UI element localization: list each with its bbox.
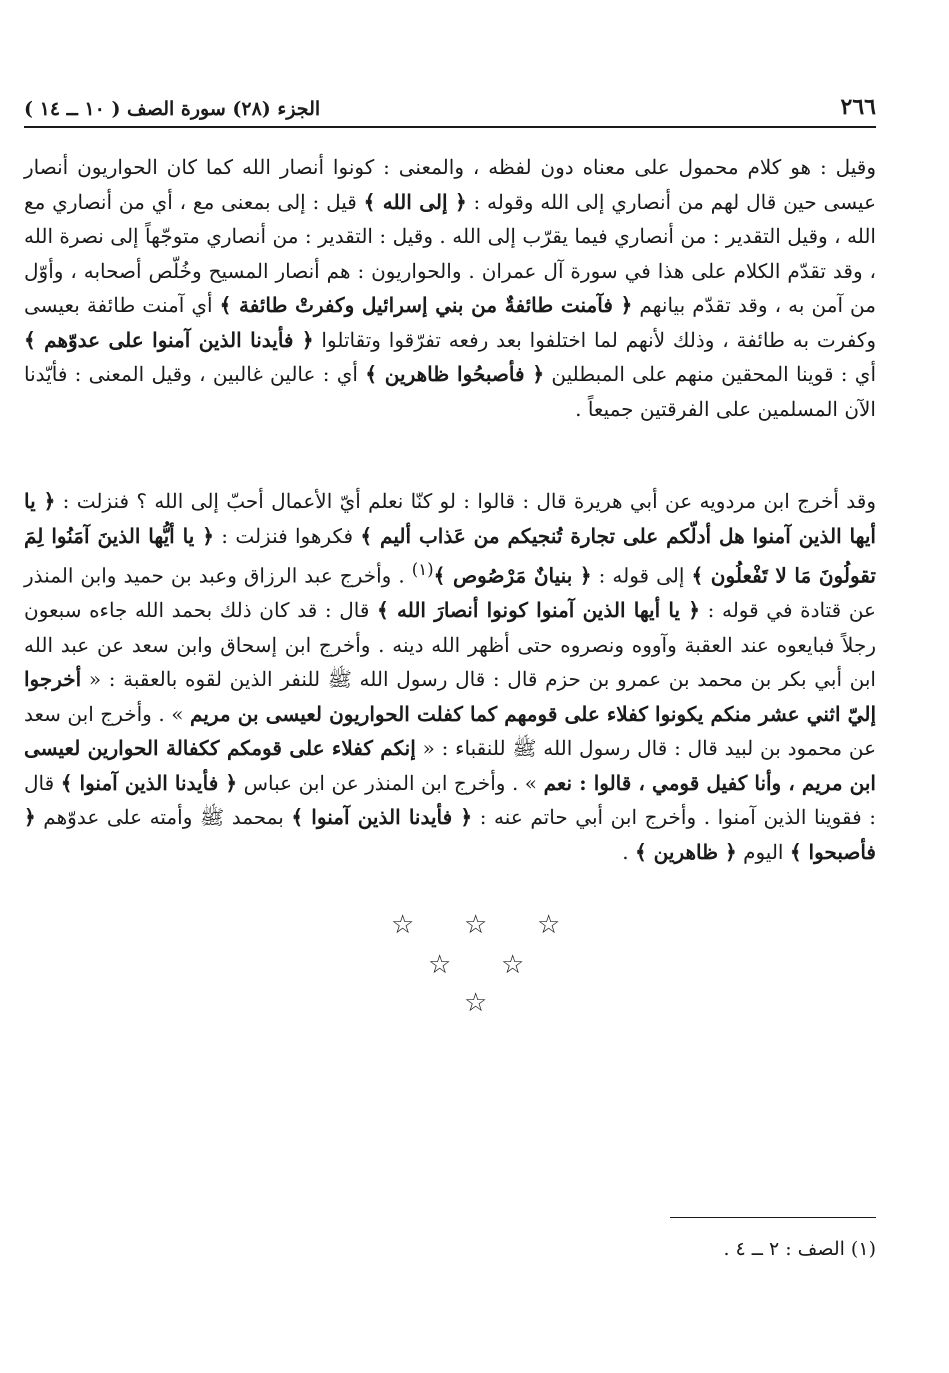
- paragraph-tafsir: [24, 150, 876, 426]
- quran-quote: ﴿ فأصبحوا ﴾: [24, 805, 876, 864]
- text-run: قال : فقوينا الذين آمنوا . وأخرج ابن أبي حاتم عنه :: [24, 770, 877, 830]
- quran-quote: ﴿ إلى الله ﴾: [363, 189, 467, 214]
- hadith-quote: إنكم كفلاء على قومكم ككفالة الحوارين لعيسى ابن مريم ، وأنا كفيل قومي ، قالوا : نعم: [24, 736, 876, 795]
- footnote: (١) الصف : ٢ ــ ٤ .: [723, 1238, 876, 1260]
- running-title: الجزء (٢٨) سورة الصف ( ١٠ ــ ١٤ ): [24, 98, 321, 120]
- star-separator: [0, 908, 949, 1018]
- quran-quote: ﴿ يا أيُّها الذينَ آمَنُوا لِمَ تقولُونَ مَا لا تَفْعلُون ﴾: [24, 523, 876, 588]
- paragraph-narrations: [24, 484, 876, 869]
- text-run: » . وأخرج ابن سعد عن محمود بن لبيد قال : قال رسول الله ﷺ للنقباء : «: [24, 701, 876, 761]
- quran-quote: ﴿ فأيدنا الذين آمنوا ﴾: [60, 770, 238, 795]
- text-run: قال : قد كان ذلك بحمد الله جاءه سبعون رجلاً فبايعوه عند العقبة وآووه ونصروه حتى أظهر الله دينه . وأخرج ابن إسحاق وابن سعد عن عبد الله ابن أبي بكر بن محمد بن عمرو بن حزم قال : قال رسول الله ﷺ للنفر الذين لقوه بالعقبة : «: [24, 598, 876, 692]
- text-run: .: [622, 839, 635, 864]
- page-header: [24, 94, 876, 120]
- star-icon: ☆: [537, 910, 561, 940]
- text-run: » . وأخرج ابن المنذر عن ابن عباس: [237, 770, 544, 795]
- quran-quote: ﴿ فأصبحُوا ظاهرين ﴾: [365, 362, 545, 386]
- header-rule: [24, 126, 876, 128]
- text-run: أي آمنت طائفة بعيسى وكفرت به طائفة ، وذلك لأنهم لما اختلفوا بعد رفعه تفرّقوا وتقاتلوا: [24, 293, 876, 352]
- star-icon: ☆: [391, 910, 415, 940]
- star-icon: ☆: [464, 988, 488, 1018]
- footnote-ref: (١): [411, 560, 434, 579]
- text-run: فكرهوا فنزلت :: [213, 523, 361, 548]
- quran-quote: ﴿ فآمنت طائفةٌ من بني إسرائيل وكفرتْ طائفة ﴾: [219, 293, 633, 317]
- quran-quote: ﴿ يا أيها الذين آمنوا كونوا أنصارَ الله ﴾: [377, 598, 700, 623]
- text-run: أي : قوينا المحقين منهم على المبطلين: [544, 362, 877, 386]
- hadith-quote: أخرجوا إليّ اثني عشر منكم يكونوا كفلاء على قومهم كما كفلت الحواريون لعيسى بن مريم: [24, 667, 877, 726]
- text-run: اليوم: [736, 839, 790, 864]
- text-run: . وأخرج عبد الرزاق وعبد بن حميد وابن المنذر عن قتادة في قوله :: [24, 563, 876, 623]
- text-run: إلى قوله :: [591, 563, 692, 588]
- star-icon: ☆: [501, 950, 525, 980]
- star-icon: ☆: [464, 910, 488, 940]
- star-icon: ☆: [428, 950, 452, 980]
- text-run: بمحمد ﷺ وأمته على عدوّهم: [35, 805, 292, 830]
- quran-quote: ﴿ فأيدنا الذين آمنوا على عدوّهم ﴾: [24, 327, 314, 352]
- text-run: أي : عالين غالبين ، وقيل المعنى : فأيّدنا الآن المسلمين على الفرقتين جميعاً .: [24, 362, 876, 421]
- text-run: قيل : إلى بمعنى مع ، أي من أنصاري مع الله ، وقيل التقدير : من أنصاري فيما يقرّب إلى الله . وقيل : التقدير : من أنصاري متوجّهاً إلى نصرة الله ، وقد تقدّم الكلام على هذا في سورة آل عمران . والحواريون : هم أنصار المسيح وخُلّص أصحابه ، وأوّل من آمن به ، وقد تقدّم بيانهم: [24, 189, 876, 317]
- quran-quote: ﴿ ظاهرين ﴾: [634, 839, 737, 864]
- text-run: وقد أخرج ابن مردويه عن أبي هريرة قال : قالوا : لو كنّا نعلم أيّ الأعمال أحبّ إلى الله ؟ فنزلت :: [55, 489, 876, 513]
- quran-quote: ﴿ بنيانٌ مَرْصُوص ﴾: [433, 563, 592, 588]
- text-run: وقيل : هو كلام محمول على معناه دون لفظه ، والمعنى : كونوا أنصار الله كما كان الحواريون أنصار عيسى حين قال لهم من أنصاري إلى الله وقوله :: [24, 155, 877, 214]
- page-number: ٢٦٦: [840, 94, 876, 120]
- quran-quote: ﴿ يا أيها الذين آمنوا هل أدلّكم على تجارة تُنجيكم من عَذاب أليم ﴾: [24, 489, 876, 548]
- quran-quote: ﴿ فأيدنا الذين آمنوا ﴾: [291, 805, 473, 830]
- footnote-rule: [670, 1217, 876, 1218]
